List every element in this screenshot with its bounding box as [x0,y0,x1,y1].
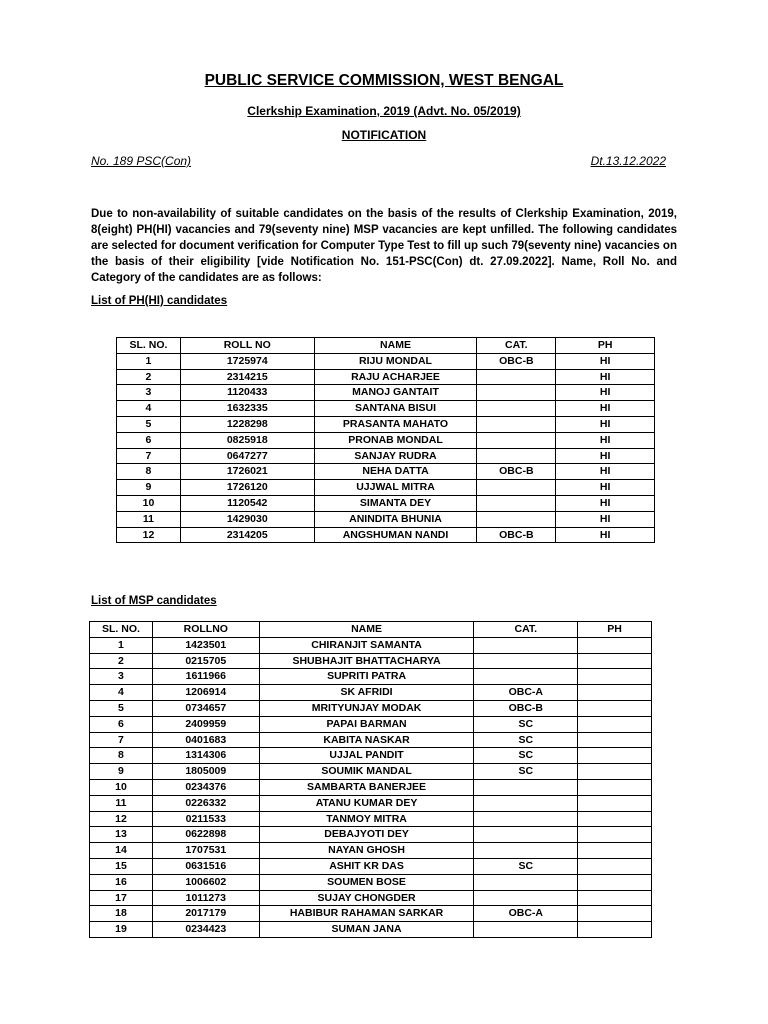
cell-name: MANOJ GANTAIT [314,385,477,401]
exam-subtitle: Clerkship Examination, 2019 (Advt. No. 05/2019) [247,104,521,118]
table-row [117,369,655,385]
cell-category [477,448,556,464]
msp-list-heading: List of MSP candidates [91,595,217,607]
cell-ph [578,874,652,890]
cell-category [477,495,556,511]
cell-sl-no: 17 [90,890,153,906]
cell-sl-no: 13 [90,827,153,843]
cell-category [477,511,556,527]
cell-sl-no: 10 [90,779,153,795]
cell-name: PRONAB MONDAL [314,432,477,448]
cell-roll-no: 1006602 [152,874,259,890]
table-row [117,527,655,543]
table-row [90,748,652,764]
cell-category: SC [474,858,578,874]
table-row [90,716,652,732]
cell-category [474,811,578,827]
cell-name: SOUMIK MANDAL [259,764,474,780]
cell-ph [578,669,652,685]
table-row [117,432,655,448]
column-header: ROLL NO [180,338,314,354]
cell-ph [578,685,652,701]
cell-name: ANINDITA BHUNIA [314,511,477,527]
table-row [90,700,652,716]
cell-ph [578,779,652,795]
ph-list-heading: List of PH(HI) candidates [91,295,228,307]
cell-roll-no: 1611966 [152,669,259,685]
cell-ph: HI [556,527,655,543]
cell-roll-no: 2314215 [180,369,314,385]
cell-ph [578,732,652,748]
cell-name: NEHA DATTA [314,464,477,480]
cell-name: NAYAN GHOSH [259,843,474,859]
cell-name: SUPRITI PATRA [259,669,474,685]
cell-ph [578,637,652,653]
cell-roll-no: 0734657 [152,700,259,716]
cell-roll-no: 2409959 [152,716,259,732]
column-header: SL. NO. [90,622,153,638]
table-row [117,416,655,432]
cell-sl-no: 4 [117,401,181,417]
table-row [90,669,652,685]
cell-name: SUMAN JANA [259,922,474,938]
cell-name: KABITA NASKAR [259,732,474,748]
table-row [90,858,652,874]
cell-roll-no: 0234376 [152,779,259,795]
cell-category: SC [474,748,578,764]
cell-ph: HI [556,448,655,464]
table-header-row [90,622,652,638]
cell-ph [578,827,652,843]
cell-sl-no: 2 [117,369,181,385]
cell-ph [578,716,652,732]
cell-sl-no: 8 [117,464,181,480]
cell-roll-no: 1707531 [152,843,259,859]
cell-roll-no: 0401683 [152,732,259,748]
cell-name: CHIRANJIT SAMANTA [259,637,474,653]
cell-ph: HI [556,464,655,480]
cell-name: SOUMEN BOSE [259,874,474,890]
cell-name: RIJU MONDAL [314,353,477,369]
cell-category: SC [474,732,578,748]
table-row [117,495,655,511]
cell-name: SANTANA BISUI [314,401,477,417]
cell-category: OBC-B [477,353,556,369]
reference-number: No. 189 PSC(Con) [91,154,192,168]
cell-name: PAPAI BARMAN [259,716,474,732]
cell-roll-no: 0211533 [152,811,259,827]
cell-name: TANMOY MITRA [259,811,474,827]
cell-sl-no: 4 [90,685,153,701]
cell-name: UJJWAL MITRA [314,480,477,496]
table-row [90,922,652,938]
msp-candidates-table [89,621,652,938]
cell-roll-no: 1011273 [152,890,259,906]
cell-ph: HI [556,480,655,496]
column-header: PH [578,622,652,638]
table-row [117,385,655,401]
table-row [117,448,655,464]
cell-sl-no: 1 [117,353,181,369]
table-row [90,795,652,811]
cell-sl-no: 2 [90,653,153,669]
cell-category [477,432,556,448]
column-header: CAT. [474,622,578,638]
cell-sl-no: 6 [117,432,181,448]
cell-category [477,401,556,417]
table-row [117,511,655,527]
cell-sl-no: 9 [117,480,181,496]
cell-category [474,843,578,859]
cell-roll-no: 1120433 [180,385,314,401]
cell-category [474,637,578,653]
table-row [90,874,652,890]
cell-category [477,480,556,496]
cell-roll-no: 0215705 [152,653,259,669]
cell-roll-no: 2017179 [152,906,259,922]
cell-roll-no: 1314306 [152,748,259,764]
table-row [90,653,652,669]
document-title: PUBLIC SERVICE COMMISSION, WEST BENGAL [204,72,564,89]
cell-sl-no: 9 [90,764,153,780]
cell-roll-no: 0631516 [152,858,259,874]
cell-sl-no: 5 [90,700,153,716]
cell-roll-no: 1423501 [152,637,259,653]
cell-roll-no: 1805009 [152,764,259,780]
cell-ph [578,906,652,922]
cell-sl-no: 19 [90,922,153,938]
cell-roll-no: 1726021 [180,464,314,480]
cell-roll-no: 0622898 [152,827,259,843]
cell-name: SUJAY CHONGDER [259,890,474,906]
cell-name: UJJAL PANDIT [259,748,474,764]
table-row [90,685,652,701]
cell-category [474,795,578,811]
cell-roll-no: 1206914 [152,685,259,701]
cell-name: RAJU ACHARJEE [314,369,477,385]
cell-name: PRASANTA MAHATO [314,416,477,432]
cell-name: ASHIT KR DAS [259,858,474,874]
table-row [90,764,652,780]
body-paragraph: Due to non-availability of suitable candidates on the basis of the results of Clerkship Examination, 2019, 8(eight) PH(HI) vacancies and 79(seventy nine) MSP vacancies are kept unfilled. The following candidates are selected for document verification for Computer Type Test to fill up such 79(seventy nine) vacancies on the basis of their eligibility [vide Notification No. 151-PSC(Con) dt. 27.09.2022]. Name, Roll No. and Category of the candidates are as follows: [91,208,677,284]
cell-category [477,369,556,385]
cell-ph: HI [556,369,655,385]
table-row [90,827,652,843]
cell-name: SAMBARTA BANERJEE [259,779,474,795]
table-row [90,732,652,748]
table-row [117,401,655,417]
cell-ph: HI [556,385,655,401]
cell-category: OBC-A [474,685,578,701]
cell-sl-no: 1 [90,637,153,653]
table-row [117,480,655,496]
column-header: ROLLNO [152,622,259,638]
cell-roll-no: 0647277 [180,448,314,464]
cell-name: SIMANTA DEY [314,495,477,511]
cell-ph [578,843,652,859]
table-row [90,906,652,922]
cell-category [474,669,578,685]
cell-name: SK AFRIDI [259,685,474,701]
cell-ph: HI [556,432,655,448]
cell-ph [578,764,652,780]
cell-ph [578,748,652,764]
cell-sl-no: 11 [90,795,153,811]
cell-sl-no: 15 [90,858,153,874]
table-row [90,811,652,827]
cell-category [474,874,578,890]
cell-category [474,827,578,843]
ph-candidates-table [116,337,655,543]
cell-sl-no: 5 [117,416,181,432]
column-header: SL. NO. [117,338,181,354]
cell-sl-no: 7 [117,448,181,464]
cell-category: SC [474,764,578,780]
cell-name: MRITYUNJAY MODAK [259,700,474,716]
cell-category [474,653,578,669]
cell-ph [578,700,652,716]
cell-roll-no: 2314205 [180,527,314,543]
cell-sl-no: 3 [117,385,181,401]
cell-sl-no: 16 [90,874,153,890]
cell-sl-no: 7 [90,732,153,748]
cell-name: SANJAY RUDRA [314,448,477,464]
table-header-row [117,338,655,354]
cell-name: DEBAJYOTI DEY [259,827,474,843]
cell-sl-no: 10 [117,495,181,511]
cell-category: SC [474,716,578,732]
cell-category: OBC-B [477,464,556,480]
cell-sl-no: 6 [90,716,153,732]
cell-ph: HI [556,511,655,527]
cell-roll-no: 1228298 [180,416,314,432]
column-header: CAT. [477,338,556,354]
cell-roll-no: 0234423 [152,922,259,938]
cell-category [477,385,556,401]
notification-heading: NOTIFICATION [341,128,427,142]
table-row [90,843,652,859]
column-header: PH [556,338,655,354]
cell-name: ANGSHUMAN NANDI [314,527,477,543]
cell-roll-no: 1725974 [180,353,314,369]
cell-sl-no: 18 [90,906,153,922]
cell-ph [578,858,652,874]
cell-category [474,890,578,906]
cell-ph [578,811,652,827]
cell-sl-no: 3 [90,669,153,685]
cell-category: OBC-B [474,700,578,716]
cell-ph [578,922,652,938]
cell-ph [578,653,652,669]
cell-roll-no: 1726120 [180,480,314,496]
cell-category: OBC-B [477,527,556,543]
cell-sl-no: 12 [117,527,181,543]
cell-roll-no: 1632335 [180,401,314,417]
cell-roll-no: 1429030 [180,511,314,527]
cell-sl-no: 14 [90,843,153,859]
notification-date: Dt.13.12.2022 [590,154,666,168]
cell-roll-no: 1120542 [180,495,314,511]
cell-name: SHUBHAJIT BHATTACHARYA [259,653,474,669]
cell-ph: HI [556,401,655,417]
table-row [117,353,655,369]
cell-ph [578,795,652,811]
cell-category [477,416,556,432]
column-header: NAME [314,338,477,354]
table-row [90,637,652,653]
table-row [117,464,655,480]
cell-ph [578,890,652,906]
cell-category [474,922,578,938]
cell-sl-no: 12 [90,811,153,827]
column-header: NAME [259,622,474,638]
cell-roll-no: 0825918 [180,432,314,448]
cell-ph: HI [556,353,655,369]
cell-ph: HI [556,495,655,511]
cell-category: OBC-A [474,906,578,922]
cell-name: ATANU KUMAR DEY [259,795,474,811]
cell-sl-no: 11 [117,511,181,527]
table-row [90,779,652,795]
cell-sl-no: 8 [90,748,153,764]
cell-category [474,779,578,795]
cell-ph: HI [556,416,655,432]
cell-roll-no: 0226332 [152,795,259,811]
cell-name: HABIBUR RAHAMAN SARKAR [259,906,474,922]
table-row [90,890,652,906]
